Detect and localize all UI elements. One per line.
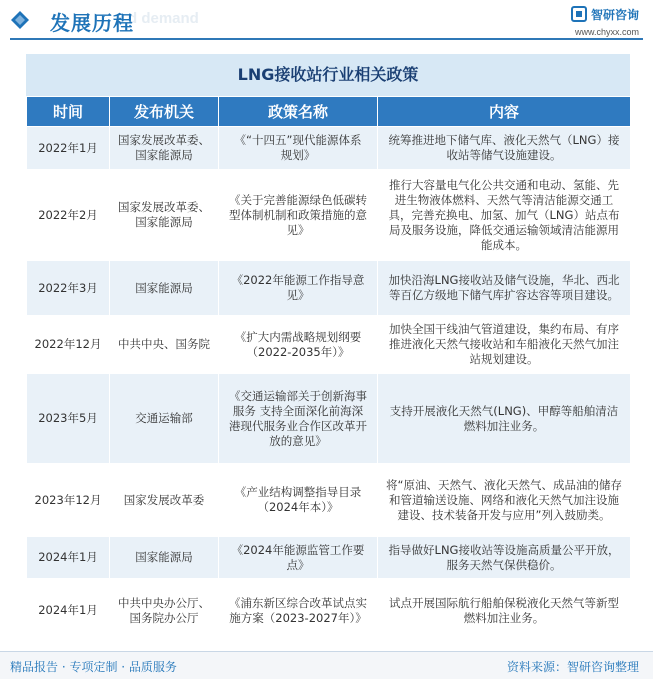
- cell-time: 2022年12月: [27, 316, 110, 374]
- cell-content: 将“原油、天然气、液化天然气、成品油的储存和管道输送设施、网络和液化天然气加注设施建设、技术装备开发与应用”列入鼓励类。: [378, 464, 631, 537]
- cell-issuer: 国家能源局: [110, 261, 219, 316]
- cell-policy: 《产业结构调整指导目录（2024年本）》: [219, 464, 378, 537]
- section-title: 发展历程: [50, 11, 134, 35]
- cell-policy: 《关于完善能源绿色低碳转型体制机制和政策措施的意见》: [219, 170, 378, 261]
- table-title: LNG接收站行业相关政策: [26, 54, 630, 96]
- column-header-time: 时间: [27, 97, 110, 127]
- cell-content: 加快沿海LNG接收站及储气设施，华北、西北等百亿方级地下储气库扩容达容等项目建设。: [378, 261, 631, 316]
- cell-policy: 《“十四五”现代能源体系规划》: [219, 127, 378, 170]
- cell-content: 指导做好LNG接收站等设施高质量公平开放，服务天然气保供稳价。: [378, 537, 631, 579]
- footer-source: 资料来源：智研咨询整理: [506, 660, 639, 674]
- brand-logo: [571, 6, 639, 22]
- cell-content: 支持开展液化天然气(LNG)、甲醇等船舶清洁燃料加注业务。: [378, 374, 631, 464]
- page-header: [0, 0, 653, 46]
- cell-content: 推行大容量电气化公共交通和电动、氢能、先进生物液体燃料、天然气等清洁能源交通工具，完善充换电、加氢、加气（LNG）站点布局及服务设施，降低交通运输领域清洁能源用能成本。: [378, 170, 631, 261]
- cell-issuer: 国家发展改革委: [110, 464, 219, 537]
- cell-policy: 《2024年能源监管工作要点》: [219, 537, 378, 579]
- diamond-icon: [10, 10, 30, 30]
- brand-name: 智研咨询: [590, 7, 639, 22]
- table-row: [27, 537, 631, 579]
- cell-issuer: 中共中央、国务院: [110, 316, 219, 374]
- table-row: [27, 374, 631, 464]
- cell-time: 2023年5月: [27, 374, 110, 464]
- cell-time: 2024年1月: [27, 579, 110, 643]
- policy-table-container: [26, 54, 630, 643]
- cell-policy: 《浦东新区综合改革试点实施方案（2023-2027年）》: [219, 579, 378, 643]
- table-header-row: [27, 97, 631, 127]
- cell-content: 统筹推进地下储气库、液化天然气（LNG）接收站等储气设施建设。: [378, 127, 631, 170]
- cell-policy: 《扩大内需战略规划纲要（2022-2035年）》: [219, 316, 378, 374]
- cell-issuer: 国家发展改革委、国家能源局: [110, 170, 219, 261]
- cell-content: 加快全国干线油气管道建设，集约布局、有序推进液化天然气接收站和车船液化天然气加注站规划建设。: [378, 316, 631, 374]
- cell-policy: 《2022年能源工作指导意见》: [219, 261, 378, 316]
- column-header-policy: 政策名称: [219, 97, 378, 127]
- table-row: [27, 127, 631, 170]
- cell-content: 试点开展国际航行船舶保税液化天然气等新型燃料加注业务。: [378, 579, 631, 643]
- cell-time: 2022年2月: [27, 170, 110, 261]
- table-row: [27, 261, 631, 316]
- cell-time: 2022年1月: [27, 127, 110, 170]
- table-row: [27, 464, 631, 537]
- table-row: [27, 316, 631, 374]
- cell-time: 2022年3月: [27, 261, 110, 316]
- page-footer: [0, 651, 653, 679]
- footer-divider: [0, 651, 653, 652]
- cell-issuer: 中共中央办公厅、国务院办公厅: [110, 579, 219, 643]
- policy-table: [26, 96, 631, 643]
- column-header-content: 内容: [378, 97, 631, 127]
- cell-time: 2023年12月: [27, 464, 110, 537]
- table-row: [27, 170, 631, 261]
- brand-url: www.chyxx.com: [574, 27, 639, 37]
- table-row: [27, 579, 631, 643]
- cell-issuer: 国家发展改革委、国家能源局: [110, 127, 219, 170]
- cell-issuer: 交通运输部: [110, 374, 219, 464]
- cell-issuer: 国家能源局: [110, 537, 219, 579]
- cell-policy: 《交通运输部关于创新海事服务 支持全面深化前海深港现代服务业合作区改革开放的意见》: [219, 374, 378, 464]
- brand-logo-icon: [571, 6, 587, 22]
- footer-tagline: 精品报告 · 专项定制 · 品质服务: [10, 660, 177, 674]
- header-divider: [10, 38, 643, 40]
- column-header-issuer: 发布机关: [110, 97, 219, 127]
- cell-time: 2024年1月: [27, 537, 110, 579]
- header-background-text: d demand: [128, 10, 199, 27]
